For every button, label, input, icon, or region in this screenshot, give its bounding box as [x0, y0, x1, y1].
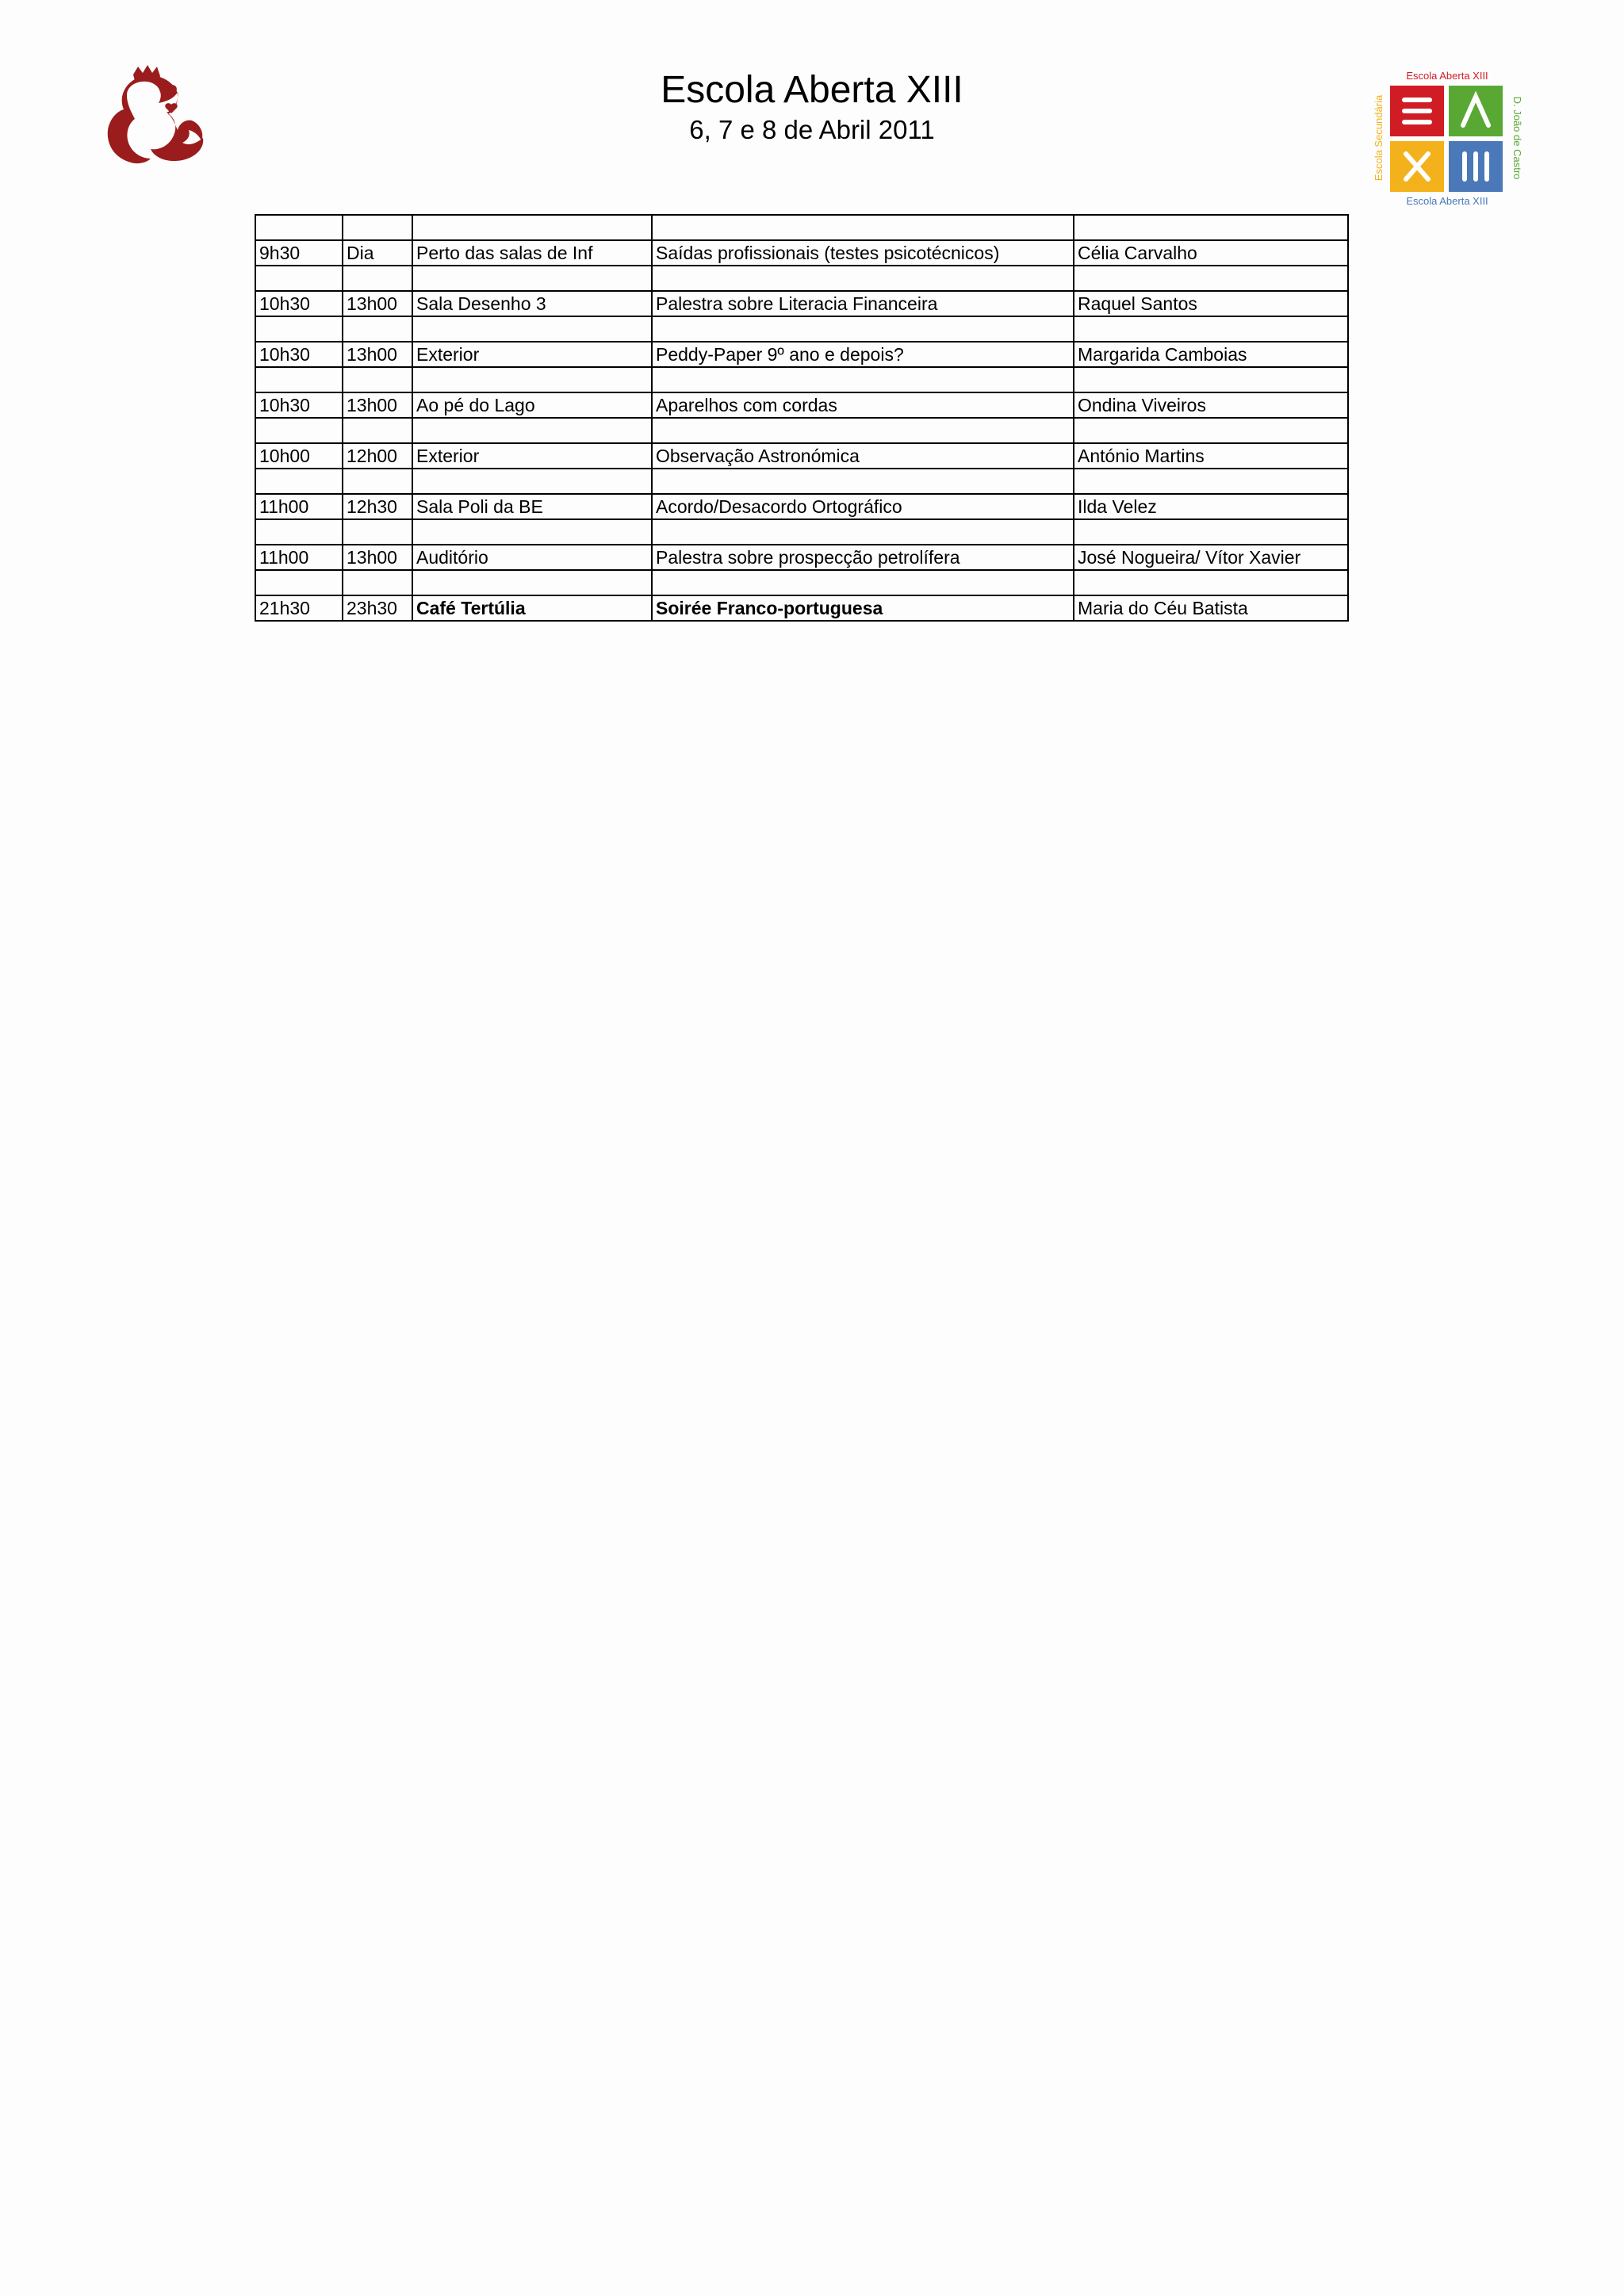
table-spacer-row	[255, 519, 1348, 545]
activity-cell: Palestra sobre Literacia Financeira	[652, 291, 1074, 316]
location-cell: Auditório	[412, 545, 652, 570]
table-row	[255, 443, 1348, 469]
person-cell: Raquel Santos	[1074, 291, 1348, 316]
end-time-cell: 12h00	[343, 443, 412, 469]
schedule-body	[255, 215, 1348, 621]
table-row	[255, 392, 1348, 418]
activity-cell: Palestra sobre prospecção petrolífera	[652, 545, 1074, 570]
start-time-cell: 21h30	[255, 595, 343, 621]
start-time-cell: 10h30	[255, 291, 343, 316]
end-time-cell: 13h00	[343, 291, 412, 316]
start-time-cell: 11h00	[255, 494, 343, 519]
location-cell: Exterior	[412, 342, 652, 367]
person-cell: Ondina Viveiros	[1074, 392, 1348, 418]
activity-cell: Aparelhos com cordas	[652, 392, 1074, 418]
schedule-table	[255, 214, 1349, 622]
page-subtitle: 6, 7 e 8 de Abril 2011	[689, 115, 935, 144]
activity-cell: Acordo/Desacordo Ortográfico	[652, 494, 1074, 519]
end-time-cell: 12h30	[343, 494, 412, 519]
location-cell: Exterior	[412, 443, 652, 469]
location-cell: Perto das salas de Inf	[412, 240, 652, 266]
person-cell: António Martins	[1074, 443, 1348, 469]
person-cell: José Nogueira/ Vítor Xavier	[1074, 545, 1348, 570]
person-cell: Célia Carvalho	[1074, 240, 1348, 266]
location-cell: Sala Poli da BE	[412, 494, 652, 519]
end-time-cell: 23h30	[343, 595, 412, 621]
start-time-cell: 10h30	[255, 392, 343, 418]
table-row	[255, 342, 1348, 367]
end-time-cell: 13h00	[343, 392, 412, 418]
table-spacer-row	[255, 418, 1348, 443]
start-time-cell: 11h00	[255, 545, 343, 570]
table-row	[255, 595, 1348, 621]
table-row	[255, 494, 1348, 519]
end-time-cell: 13h00	[343, 342, 412, 367]
start-time-cell: 10h30	[255, 342, 343, 367]
page-title: Escola Aberta XIII	[661, 69, 963, 111]
activity-cell: Peddy-Paper 9º ano e depois?	[652, 342, 1074, 367]
logo-right-text: D. João de Castro	[1511, 96, 1523, 180]
end-time-cell: Dia	[343, 240, 412, 266]
table-spacer-row	[255, 316, 1348, 342]
activity-cell: Saídas profissionais (testes psicotécnicos)	[652, 240, 1074, 266]
person-cell: Margarida Camboias	[1074, 342, 1348, 367]
logo-left-text: Escola Secundária	[1373, 94, 1385, 182]
activity-cell: Observação Astronómica	[652, 443, 1074, 469]
table-spacer-row	[255, 266, 1348, 291]
start-time-cell: 9h30	[255, 240, 343, 266]
person-cell: Maria do Céu Batista	[1074, 595, 1348, 621]
table-row	[255, 240, 1348, 266]
table-spacer-row	[255, 215, 1348, 240]
table-row	[255, 545, 1348, 570]
table-row	[255, 291, 1348, 316]
table-spacer-row	[255, 469, 1348, 494]
person-cell: Ilda Velez	[1074, 494, 1348, 519]
table-spacer-row	[255, 570, 1348, 595]
table-spacer-row	[255, 367, 1348, 392]
activity-cell: Soirée Franco-portuguesa	[652, 595, 1074, 621]
location-cell: Ao pé do Lago	[412, 392, 652, 418]
location-cell: Sala Desenho 3	[412, 291, 652, 316]
logo-bottom-text: Escola Aberta XIII	[1406, 195, 1488, 207]
escola-aberta-logo	[1368, 68, 1526, 208]
location-cell: Café Tertúlia	[412, 595, 652, 621]
end-time-cell: 13h00	[343, 545, 412, 570]
start-time-cell: 10h00	[255, 443, 343, 469]
logo-top-text: Escola Aberta XIII	[1406, 70, 1488, 82]
